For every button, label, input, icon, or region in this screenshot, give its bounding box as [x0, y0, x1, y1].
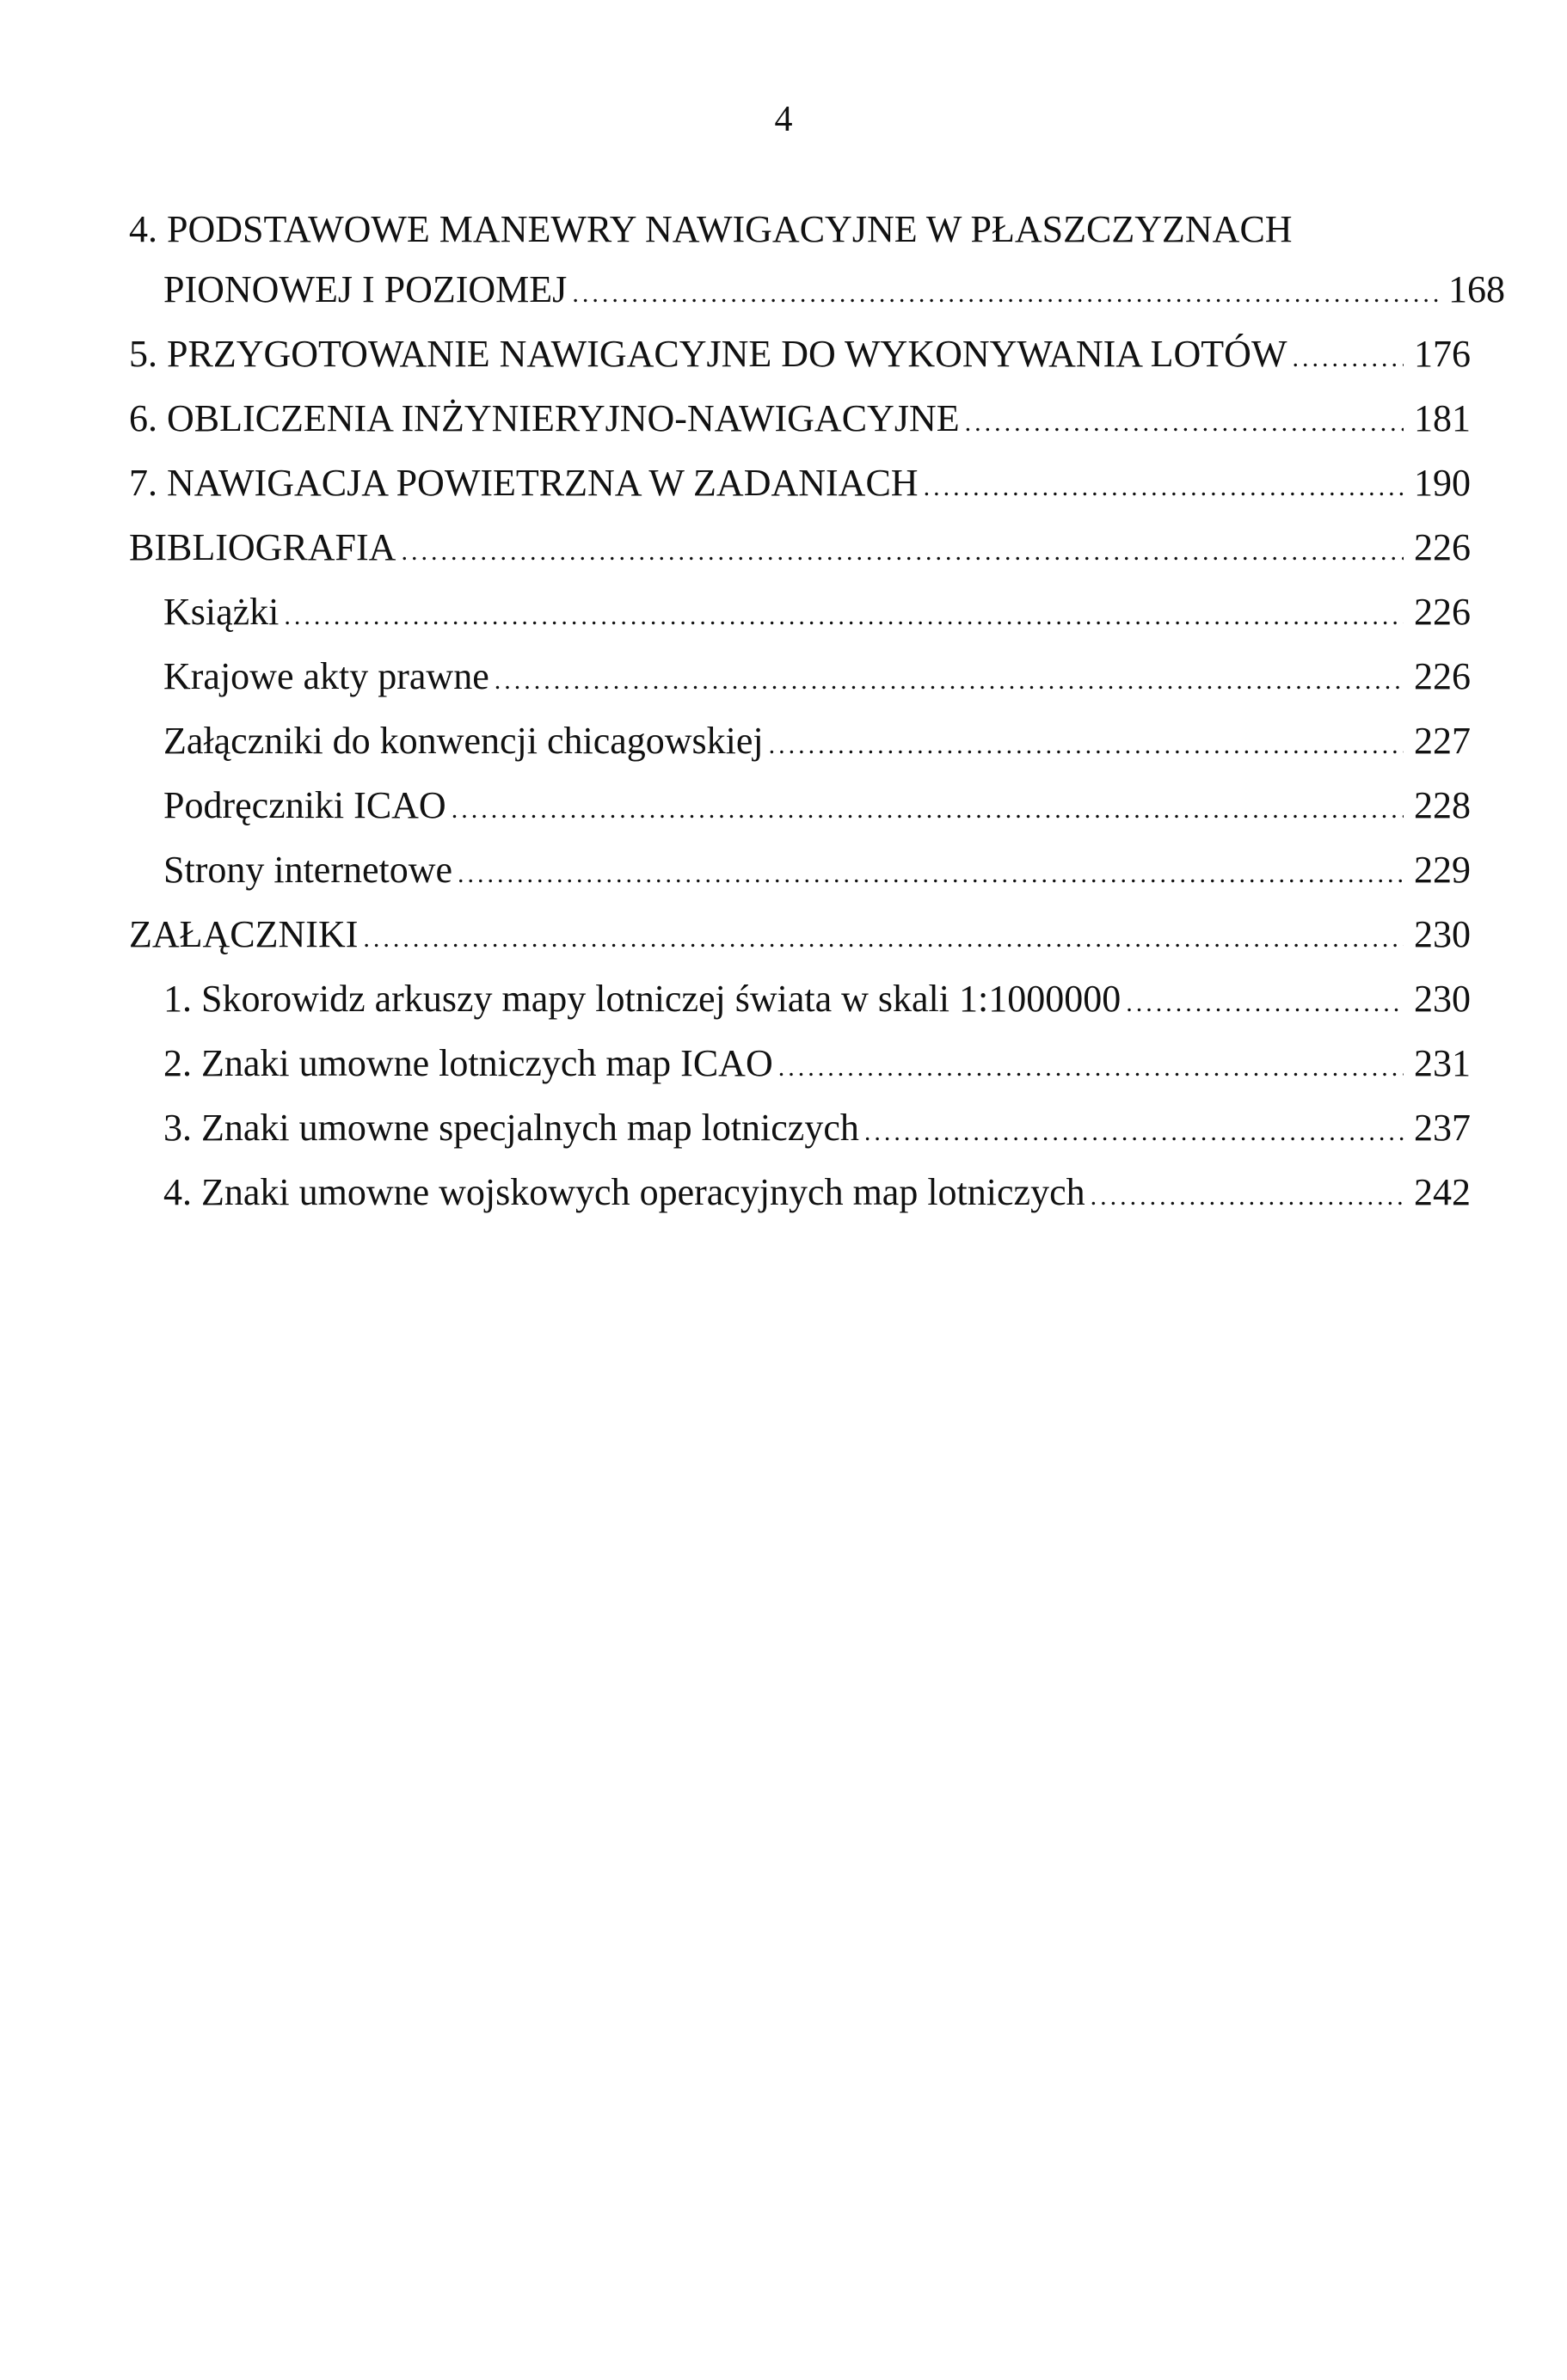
toc-entry-title-line1: 4. PODSTAWOWE MANEWRY NAWIGACYJNE W PŁASZCZYZNACH	[129, 208, 1293, 250]
toc-entry-chapter-7[interactable]	[129, 453, 1471, 518]
dot-leader	[1292, 328, 1404, 389]
page-number: 4	[774, 100, 793, 139]
toc-entry-strony-internetowe[interactable]	[129, 840, 1471, 905]
dot-leader	[572, 264, 1438, 324]
toc-entry-page: 230	[1414, 913, 1471, 955]
toc-entry-title: Książki	[163, 591, 280, 633]
toc-entry-zalacznik-1[interactable]	[129, 969, 1471, 1034]
toc-entry-title: 3. Znaki umowne specjalnych map lotniczych	[163, 1107, 859, 1149]
toc-entry-zalacznik-4[interactable]	[129, 1162, 1471, 1227]
toc-entry-page: 229	[1414, 849, 1471, 891]
toc-entry-title: 4. Znaki umowne wojskowych operacyjnych map lotniczych	[163, 1171, 1085, 1213]
toc-entry-page: 181	[1414, 397, 1471, 439]
dot-leader	[1126, 973, 1404, 1034]
toc-entry-page: 226	[1414, 591, 1471, 633]
toc-entry-title: ZAŁĄCZNIKI	[129, 913, 359, 955]
toc-entry-title: Strony internetowe	[163, 849, 453, 891]
dot-leader	[864, 1102, 1404, 1162]
toc-entry-page: 226	[1414, 655, 1471, 697]
dot-leader	[452, 780, 1404, 840]
toc-entry-chapter-4[interactable]	[129, 199, 1505, 324]
dot-leader	[769, 715, 1404, 776]
toc-entry-page: 242	[1414, 1171, 1471, 1213]
dot-leader	[778, 1038, 1404, 1098]
toc-entry-title: BIBLIOGRAFIA	[129, 526, 396, 568]
toc-entry-page: 228	[1414, 784, 1471, 826]
toc-entry-page: 176	[1414, 333, 1471, 375]
toc-entry-title: Krajowe akty prawne	[163, 655, 489, 697]
toc-entry-title-line2: PIONOWEJ I POZIOMEJ	[163, 268, 568, 310]
dot-leader	[401, 522, 1404, 582]
toc-entry-krajowe-akty-prawne[interactable]	[129, 647, 1471, 711]
toc-entry-page: 190	[1414, 462, 1471, 504]
toc-entry-title: 1. Skorowidz arkuszy mapy lotniczej świata w skali 1:1000000	[163, 978, 1121, 1020]
toc-entry-podreczniki-icao[interactable]	[129, 776, 1471, 840]
toc-entry-title: 7. NAWIGACJA POWIETRZNA W ZADANIACH	[129, 462, 919, 504]
toc-entry-ksiazki[interactable]	[129, 582, 1471, 647]
toc-entry-chapter-6[interactable]	[129, 389, 1471, 453]
dot-leader	[363, 909, 1404, 969]
toc-entry-zalacznik-3[interactable]	[129, 1098, 1471, 1162]
toc-entry-zalaczniki[interactable]	[129, 905, 1471, 969]
dot-leader	[495, 651, 1404, 711]
toc-entry-title: 2. Znaki umowne lotniczych map ICAO	[163, 1042, 773, 1084]
toc-entry-page: 231	[1414, 1042, 1471, 1084]
toc-entry-page: 226	[1414, 526, 1471, 568]
toc-entry-bibliografia[interactable]	[129, 518, 1471, 582]
dot-leader	[924, 457, 1404, 518]
toc-entry-title: Podręczniki ICAO	[163, 784, 446, 826]
toc-entry-title: 5. PRZYGOTOWANIE NAWIGACYJNE DO WYKONYWANIA LOTÓW	[129, 333, 1287, 375]
toc-entry-page: 168	[1448, 268, 1505, 310]
toc-entry-page: 230	[1414, 978, 1471, 1020]
dot-leader	[458, 844, 1404, 905]
toc-entry-page: 227	[1414, 720, 1471, 762]
dot-leader	[284, 586, 1404, 647]
toc-entry-chapter-5[interactable]	[129, 324, 1471, 389]
dot-leader	[965, 393, 1404, 453]
toc-entry-title: Załączniki do konwencji chicagowskiej	[163, 720, 764, 762]
dot-leader	[1091, 1167, 1404, 1227]
toc-entry-page: 237	[1414, 1107, 1471, 1149]
toc-entry-title: 6. OBLICZENIA INŻYNIERYJNO-NAWIGACYJNE	[129, 397, 960, 439]
toc-entry-zalaczniki-konwencji[interactable]	[129, 711, 1471, 776]
toc-entry-zalacznik-2[interactable]	[129, 1034, 1471, 1098]
table-of-contents	[129, 199, 1505, 1227]
